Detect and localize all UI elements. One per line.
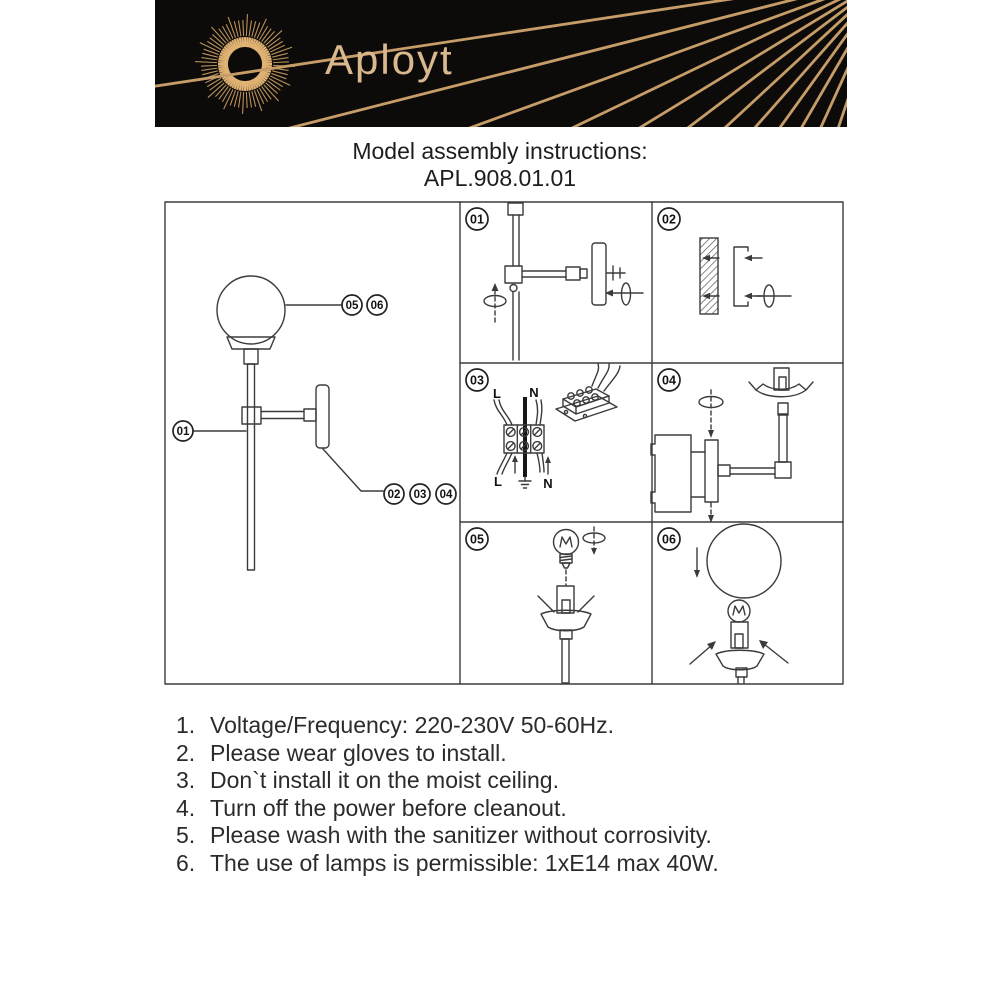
- mounting-bracket: [734, 247, 748, 306]
- screw-head-arrow-icon: [605, 283, 643, 305]
- live-label-top: L: [493, 386, 501, 401]
- screw-head-icon: [757, 285, 791, 307]
- panel-06: [658, 524, 788, 683]
- svg-text:01: 01: [470, 212, 484, 227]
- wall-plate: [316, 385, 329, 448]
- neutral-label-bottom: N: [543, 476, 553, 491]
- socket-assembly: [538, 586, 594, 683]
- svg-text:05: 05: [345, 300, 359, 312]
- svg-text:02: 02: [662, 212, 676, 227]
- panel-05: [466, 527, 605, 683]
- globe-shade: [707, 524, 781, 598]
- svg-text:05: 05: [470, 532, 484, 547]
- arm-ferrule: [304, 409, 316, 421]
- svg-text:03: 03: [470, 373, 484, 388]
- bracket-column: [705, 440, 718, 502]
- svg-text:03: 03: [413, 489, 427, 501]
- socket-assembly: [716, 622, 764, 683]
- panel-04: [651, 368, 813, 523]
- terminal-block-3d: [556, 364, 620, 421]
- wall-section: [700, 238, 718, 314]
- svg-text:04: 04: [439, 489, 453, 501]
- panel-02: [658, 208, 791, 314]
- list-item: 2. Please wear gloves to install.: [176, 739, 507, 766]
- list-item: 1. Voltage/Frequency: 220-230V 50-60Hz.: [176, 712, 615, 738]
- callout-globe: [286, 295, 387, 315]
- svg-text:02: 02: [387, 489, 401, 501]
- page-title: Model assembly instructions:: [352, 138, 648, 164]
- back-plate: [651, 435, 691, 512]
- stem-tee: [242, 407, 261, 424]
- panel-03: [466, 364, 620, 491]
- bulb-icon: [728, 600, 750, 622]
- list-item: 4. Turn off the power before cleanout.: [176, 794, 567, 821]
- rotate-arrow-icon: [484, 283, 506, 322]
- rotate-arrow-icon: [699, 390, 723, 523]
- instruction-list: [176, 712, 719, 877]
- panel-01: [466, 203, 643, 360]
- svg-text:06: 06: [662, 532, 676, 547]
- shade-neck: [244, 349, 258, 364]
- riser-rod: [779, 414, 787, 462]
- model-number: APL.908.01.01: [423, 165, 577, 191]
- globe-shade: [217, 276, 285, 344]
- brand-text: Aployt: [325, 36, 454, 83]
- live-label-bottom: L: [494, 474, 502, 489]
- callout-wall-plate: [323, 449, 456, 504]
- rotate-arrow-icon: [583, 527, 605, 555]
- list-item: 6. The use of lamps is permissible: 1xE14 max 40W.: [176, 849, 719, 876]
- svg-text:01: 01: [176, 426, 190, 438]
- bulb-icon: [554, 530, 579, 569]
- list-item: 3. Don`t install it on the moist ceiling.: [176, 767, 559, 793]
- svg-text:06: 06: [370, 300, 384, 312]
- stem-rod: [248, 364, 255, 570]
- arm-elbow: [775, 462, 791, 478]
- screw-icon: [607, 266, 625, 280]
- svg-text:04: 04: [662, 373, 676, 388]
- fit-arrows: [690, 640, 788, 664]
- socket-cup: [749, 368, 813, 397]
- main-view: [173, 276, 456, 570]
- earth-symbol-icon: [519, 477, 531, 488]
- callout-stem: [173, 421, 246, 441]
- neutral-label-top: N: [529, 385, 539, 400]
- list-item: 5. Please wash with the sanitizer without corrosivity.: [176, 822, 712, 848]
